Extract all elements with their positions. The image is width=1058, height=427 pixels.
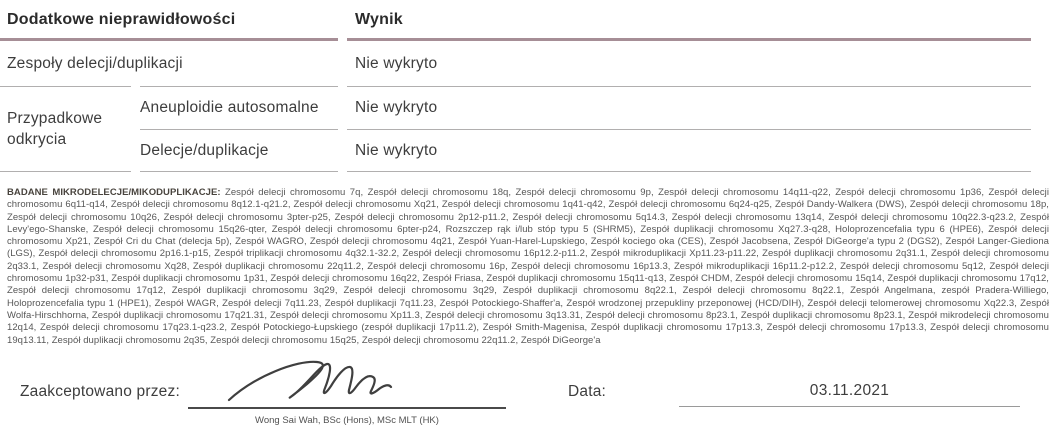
table-row	[0, 41, 1031, 87]
signature-line	[188, 407, 506, 409]
signatory-name: Wong Sai Wah, BSc (Hons), MSc MLT (HK)	[255, 415, 439, 426]
accepted-by-label: Zaakceptowano przez:	[20, 383, 180, 400]
table-row	[0, 87, 1031, 130]
column-header-result: Wynik	[347, 8, 1031, 41]
tested-microdeletions-paragraph	[7, 187, 1049, 347]
paragraph-body-text: Zespół delecji chromosomu 7q, Zespół delecji chromosomu 18q, Zespół delecji chromosomu 9p, Zespół delecji chromosomu 14q11-q22, Zespół delecji chromosomu 1p36, Zespół delecji chromosomu 6q11-q14, Zespół delecji chromosomu 8q12.1-q21.2, Zespół delecji chromosomu Xq21, Zespół delecji chromosomu 1q41-q42, Zespół delecji chromosomu 6q24-q25, Zespół Dandy-Walkera (DWS), Zespół delecji chromosomu 18p, Zespół delecji chromosomu 10q26, Zespół delecji chromosomu 3pter-p25, Zespół delecji chromosomu 2p12-p11.2, Zespół delecji chromosomu 5q14.3, Zespół delecji chromosomu 13q14, Zespół delecji chromosomu 10q22.3-q23.2, Zespół Levy'ego-Shanske, Zespół delecji chromosomu 15q26-qter, Zespół delecji chromosomu 6pter-p24, Rozszczep rąk i/lub stóp typu 5 (SHRM5), Zespół duplikacji chromosomu Xq27.3-q28, Holoprozencefalia typu 6 (HPE6), Zespół delecji chromosomu Xp21, Zespół Cri du Chat (delecja 5p), Zespół WAGRO, Zespół delecji chromosomu 4q21, Zespół Yuan-Harel-Lupskiego, Zespół kociego oka (CES), Zespół Jacobsena, Zespół DiGeorge'a typu 2 (DGS2), Zespół Langer-Giediona (LGS), Zespół delecji chromosomu 2p16.1-p15, Zespół triplikacji chromosomu 4q32.1-32.2, Zespół delecji chromosomu 16p12.2-p11.2, Zespół mikroduplikacji Xp11.23-p11.22, Zespół duplikacji chromosomu 2q31.1, Zespół delecji chromosomu 2q33.1, Zespół delecji chromosomu Xq28, Zespół duplikacji chromosomu 22q11.2, Zespół delecji chromosomu 16p, Zespół delecji chromosomu 16p13.3, Zespół mikroduplikacji 16p11.2-p12.2, Zespół delecji chromosomu 5q12, Zespół delecji chromosomu 1p32-p31, Zespół duplikacji chromosomu 1p31, Zespół delecji chromosomu 16q22, Zespół Friasa, Zespół duplikacji chromosomu 15q11-q13, Zespół CHDM, Zespół delecji chromosomu 15q14, Zespół duplikacji chromosomu 17q12, Zespół delecji chromosomu 17q12, Zespół duplikacji chromosomu 3q29, Zespół delecji chromosomu 3q29, Zespół duplikacji chromosomu 8q22.1, Zespół delecji chromosomu 8q22.1, Zespół Angelmana, zespół Pradera-Williego, Holoprozencefalia typu 1 (HPE1), Zespół WAGR, Zespół delecji 7q11.23, Zespół duplikacji 7q11.23, Zespół Potockiego-Shaffer'a, Zespół wrodzonej przepukliny przeponowej (HCD/DIH), Zespół delecji telomerowej chromosomu Xq22.3, Zespół Wolfa-Hirschhorna, Zespół duplikacji chromosomu 17q21.31, Zespół delecji chromosomu Xp11.3, Zespół delecji chromosomu 3q13.31, Zespół delecji chromosomu 8p23.1, Zespół duplikacji chromosomu 8p23.1, Zespół mikrodelecji chromosomu 12q14, Zespół delecji chromosomu 17q23.1-q23.2, Zespół Potockiego-Łupskiego (zespół duplikacji 17p11.2), Zespół Smith-Magenisa, Zespół duplikacji chromosomu 17p13.3, Zespół delecji chromosomu 17p13.3, Zespół delecji chromosomu 19q13.11, Zespół duplikacji chromosomu 2q35, Zespół delecji chromosomu 15q25, Zespół delecji chromosomu 22q11.2, Zespół DiGeorge'a	[7, 187, 1049, 346]
row-label-deletion-duplication-syndromes: Zespoły delecji/duplikacji	[0, 41, 131, 87]
paragraph-lead-label: BADANE MIKRODELECJE/MIKODUPLIKACJE:	[7, 187, 221, 198]
row-group-label-incidental-findings: Przypadkowe odkrycia	[0, 87, 131, 172]
date-value: 03.11.2021	[809, 382, 890, 399]
additional-abnormalities-table	[0, 8, 1040, 172]
row-result: Nie wykryto	[347, 130, 1031, 172]
row-sublabel-autosomal-aneuploidies: Aneuploidie autosomalne	[140, 87, 338, 130]
signature-scribble	[225, 358, 395, 406]
table-header-row	[0, 8, 1031, 41]
column-header-additional-abnormalities: Dodatkowe nieprawidłowości	[0, 8, 338, 41]
row-sublabel-deletions-duplications: Delecje/duplikacje	[140, 130, 338, 172]
row-result: Nie wykryto	[347, 41, 1031, 87]
date-label: Data:	[568, 383, 607, 400]
table-row	[0, 130, 1031, 172]
row-result: Nie wykryto	[347, 87, 1031, 130]
date-line	[679, 382, 1020, 407]
